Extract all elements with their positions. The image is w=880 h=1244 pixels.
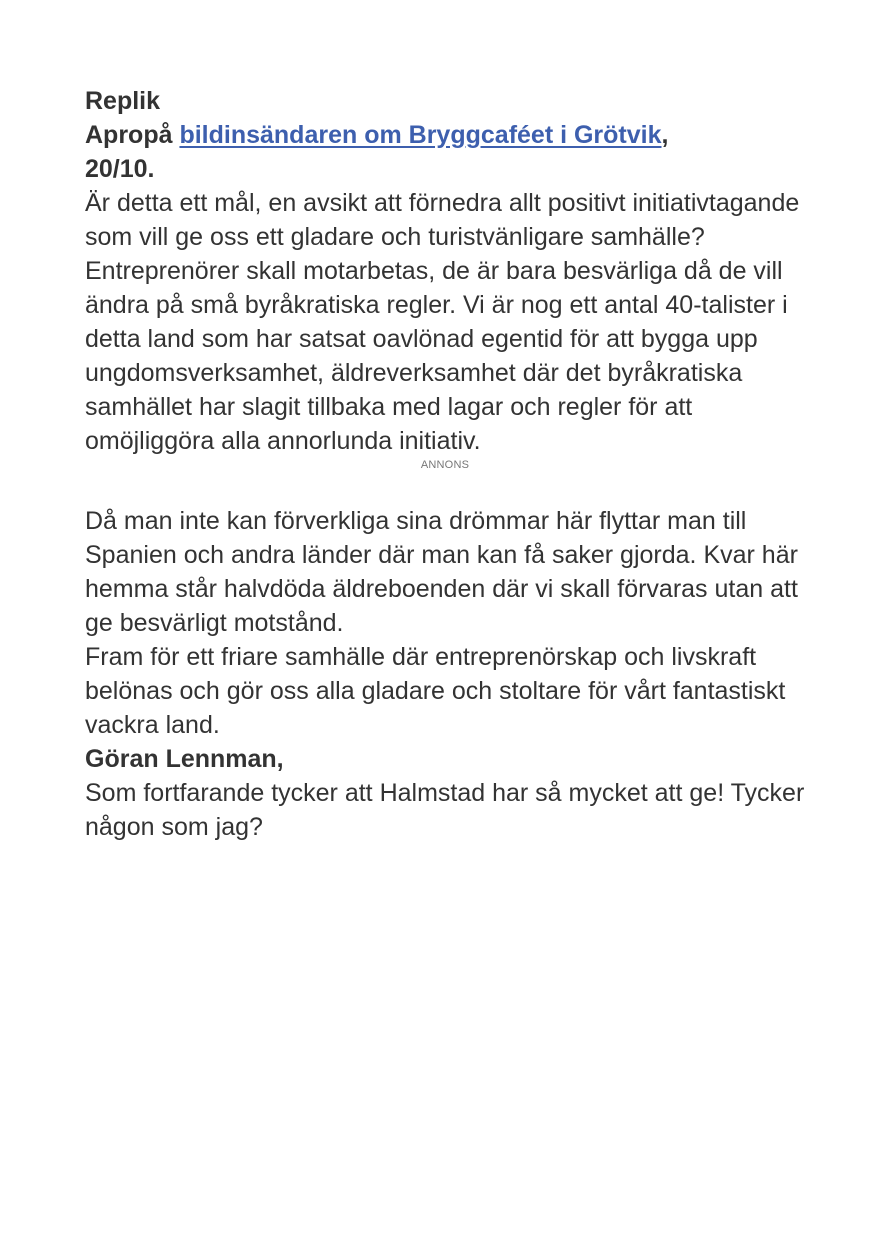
body-paragraph-2: Då man inte kan förverkliga sina drömmar här flyttar man till Spanien och andra länder där man kan få saker gjorda. Kvar här hemma står halvdöda äldreboenden där vi skall förvaras utan att ge besvärligt motstånd.	[85, 507, 798, 637]
author-signoff: Som fortfarande tycker att Halmstad har så mycket att ge! Tycker någon som jag?	[85, 779, 805, 841]
body-paragraph-1: Är detta ett mål, en avsikt att förnedra allt positivt initiativtagande som vill ge oss ett gladare och turistvänligare samhälle? Entreprenörer skall motarbetas, de är bara besvärliga då de vill ändra på små byråkratiska regler. Vi är nog ett antal 40-talister i detta land som har satsat oavlönad egentid för att bygga upp ungdomsverksamhet, äldreverksamhet där det byråkratiska samhället har slagit tillbaka med lagar och regler för att omöjliggöra alla annorlunda initiativ.	[85, 189, 800, 455]
reference-suffix: ,	[661, 121, 669, 149]
letter-article	[85, 84, 805, 844]
author-name: Göran Lennman,	[85, 745, 284, 773]
reference-line	[85, 118, 805, 186]
reference-date: 20/10.	[85, 155, 155, 183]
ad-label: ANNONS	[420, 459, 470, 471]
referenced-letter-link[interactable]: bildinsändaren om Bryggcaféet i Grötvik	[179, 121, 662, 149]
body-paragraph-3: Fram för ett friare samhälle där entreprenörskap och livskraft belönas och gör oss alla gladare och stoltare för vårt fantastiskt vackra land.	[85, 643, 786, 739]
reference-prefix: Apropå	[85, 121, 180, 149]
letter-heading: Replik	[85, 87, 161, 115]
